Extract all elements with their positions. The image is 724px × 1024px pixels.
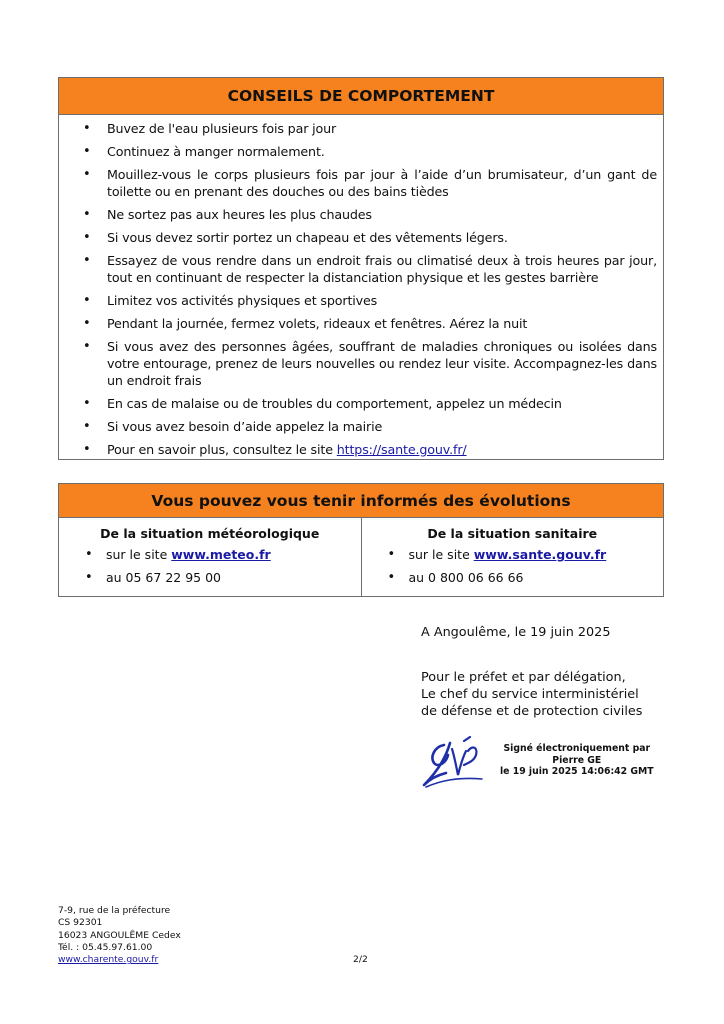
list-item: • Limitez vos activités physiques et sportives <box>83 293 378 308</box>
list-item: • En cas de malaise ou de troubles du comportement, appelez un médecin <box>83 396 562 411</box>
bullet-icon: • <box>83 253 91 268</box>
list-item <box>85 569 361 586</box>
bullet-icon: • <box>83 230 91 245</box>
signature-line: Signé électroniquement par <box>503 743 651 754</box>
prefecture-website-link[interactable]: www.charente.gouv.fr <box>58 954 159 966</box>
bullet-icon: • <box>83 442 91 457</box>
advice-title: CONSEILS DE COMPORTEMENT <box>59 78 663 115</box>
page-number: 2/2 <box>353 954 368 965</box>
list-item: • sur le site www.meteo.fr <box>85 547 271 562</box>
health-column <box>361 518 664 596</box>
bullet-icon: • <box>83 293 91 308</box>
address-line: 16023 ANGOULÊME Cedex <box>58 929 181 941</box>
bullet-icon: • <box>83 121 91 136</box>
bullet-icon: • <box>83 167 91 182</box>
signature-line: le 19 juin 2025 14:06:42 GMT <box>500 766 654 777</box>
bullet-icon: • <box>83 339 91 354</box>
info-box <box>58 483 664 597</box>
signatory-line: Pour le préfet et par délégation, <box>421 670 626 685</box>
bullet-icon: • <box>83 144 91 159</box>
bullet-icon: • <box>83 396 91 411</box>
weather-phone: au 05 67 22 95 00 <box>106 570 221 585</box>
list-item: • Pendant la journée, fermez volets, rideaux et fenêtres. Aérez la nuit <box>83 316 528 331</box>
bullet-icon: • <box>83 419 91 434</box>
bullet-icon: • <box>85 570 93 585</box>
signatory-block <box>421 669 642 720</box>
health-column-title: De la situation sanitaire <box>427 526 598 541</box>
bullet-icon: • <box>387 547 396 562</box>
handwritten-signature-icon <box>416 735 496 795</box>
bullet-icon: • <box>83 207 91 222</box>
bullet-icon: • <box>83 316 91 331</box>
list-item: • Ne sortez pas aux heures les plus chaudes <box>83 207 372 222</box>
list-item: • Si vous avez besoin d’aide appelez la mairie <box>83 419 383 434</box>
health-phone: au 0 800 06 66 66 <box>408 570 524 585</box>
info-title: Vous pouvez vous tenir informés des évolutions <box>59 484 663 518</box>
phone-line: Tél. : 05.45.97.61.00 <box>58 941 153 953</box>
list-item <box>388 569 664 586</box>
list-item: • Buvez de l'eau plusieurs fois par jour <box>83 121 337 136</box>
address-line: CS 92301 <box>58 917 103 929</box>
list-item: • sur le site www.sante.gouv.fr <box>387 547 607 562</box>
advice-box <box>58 77 664 460</box>
list-item: • Mouillez-vous le corps plusieurs fois par jour à l’aide d’un brumisateur, d’un gant de toilette ou en prenant des douches ou des bains tièdes <box>83 167 657 199</box>
signatory-line: Le chef du service interministériel <box>421 687 639 702</box>
advice-list <box>59 115 663 458</box>
list-item: • Si vous devez sortir portez un chapeau et des vêtements légers. <box>83 230 508 245</box>
weather-column-title: De la situation météorologique <box>100 526 320 541</box>
footer-address <box>58 905 181 966</box>
list-item: • Si vous avez des personnes âgées, souffrant de maladies chroniques ou isolées dans votre entourage, prenez de leurs nouvelles ou rendez leur visite. Accompagnez-les dans un endroit frais <box>83 339 657 388</box>
weather-column <box>59 518 361 596</box>
place-date: A Angoulême, le 19 juin 2025 <box>421 625 611 640</box>
bullet-icon: • <box>387 570 396 585</box>
list-item: • Essayez de vous rendre dans un endroit frais ou climatisé deux à trois heures par jour, tout en continuant de respecter la distanciation physique et les gestes barrière <box>83 253 657 285</box>
bullet-icon: • <box>85 547 93 562</box>
signature-line: Pierre GE <box>552 754 602 766</box>
electronic-signature <box>416 735 666 795</box>
sante-link[interactable]: www.sante.gouv.fr <box>473 547 607 562</box>
meteo-link[interactable]: www.meteo.fr <box>171 547 271 562</box>
list-item: • Continuez à manger normalement. <box>83 144 325 159</box>
address-line: 7-9, rue de la préfecture <box>58 905 171 916</box>
list-item: • Pour en savoir plus, consultez le site https://sante.gouv.fr/ <box>83 442 467 457</box>
sante-gouv-link[interactable]: https://sante.gouv.fr/ <box>336 442 467 457</box>
signatory-line: de défense et de protection civiles <box>421 704 643 719</box>
